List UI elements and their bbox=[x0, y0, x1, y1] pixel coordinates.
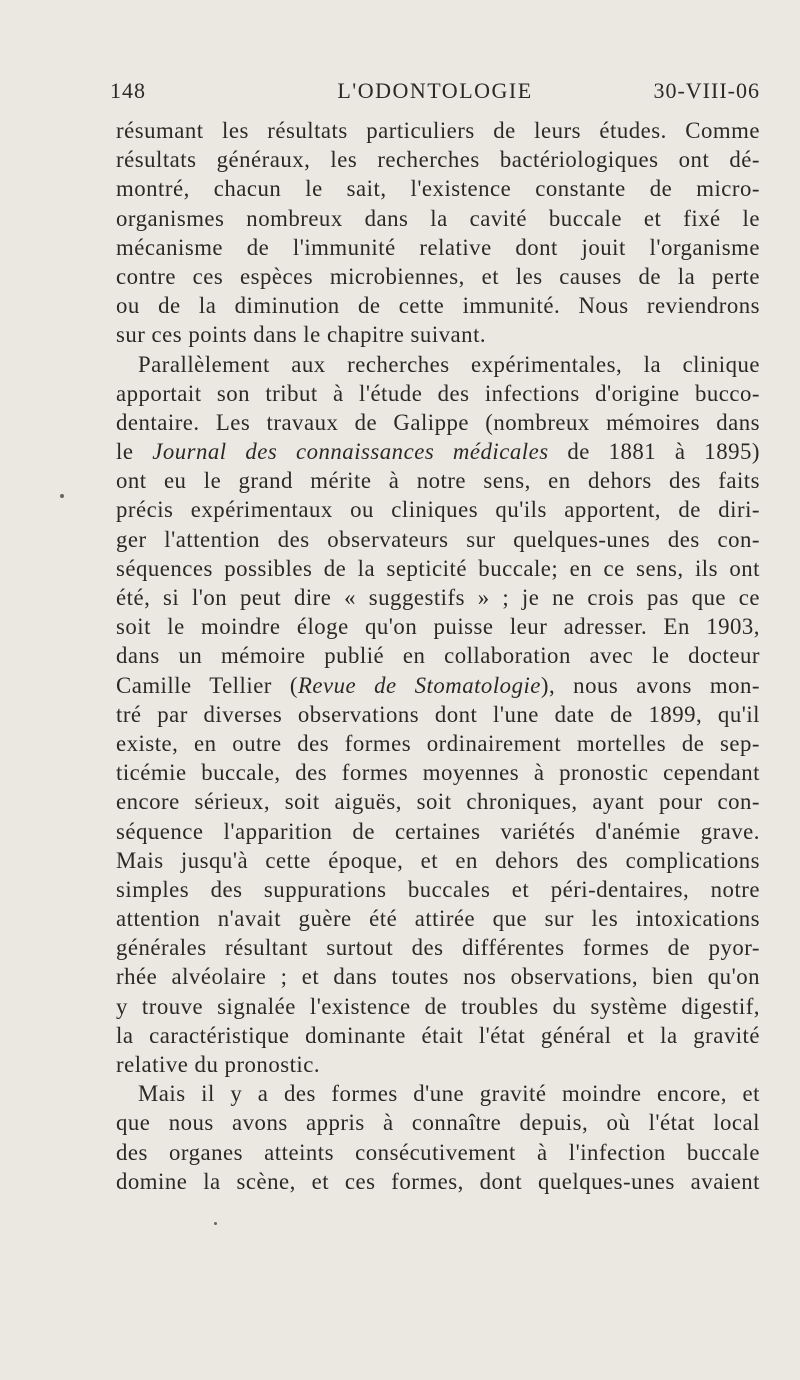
text-line: soit le moindre éloge qu'on puisse leur adresser. En 1903, bbox=[116, 614, 760, 640]
running-head bbox=[110, 78, 760, 110]
text-line: apportait son tribut à l'étude des infections d'origine bucco- bbox=[116, 380, 760, 406]
text-line: organismes nombreux dans la cavité buccale et fixé le bbox=[116, 205, 760, 231]
text-line: y trouve signalée l'existence de troubles du système digestif, bbox=[116, 993, 760, 1019]
text-line: Mais jusqu'à cette époque, et en dehors des complications bbox=[116, 847, 760, 873]
text-line: la caractéristique dominante était l'état général et la gravité bbox=[116, 1022, 760, 1048]
text-line: générales résultant surtout des différentes formes de pyor- bbox=[116, 935, 760, 961]
text-line: sur ces points dans le chapitre suivant. bbox=[116, 322, 487, 348]
text-line: ticémie buccale, des formes moyennes à pronostic cependant bbox=[116, 760, 760, 786]
text-line: domine la scène, et ces formes, dont quelques-unes avaient bbox=[116, 1168, 760, 1194]
text-line: tré par diverses observations dont l'une date de 1899, qu'il bbox=[116, 701, 760, 727]
text-line: Parallèlement aux recherches expérimentales, la clinique bbox=[138, 351, 760, 377]
text-line: encore sérieux, soit aiguës, soit chroniques, ayant pour con- bbox=[116, 789, 760, 815]
text-line: mécanisme de l'immunité relative dont jouit l'organisme bbox=[116, 234, 760, 260]
journal-title: L'ODONTOLOGIE bbox=[337, 78, 533, 103]
paper-speck bbox=[60, 494, 64, 498]
text-line: résumant les résultats particuliers de leurs études. Comme bbox=[116, 118, 760, 143]
text-segment: Camille Tellier ( bbox=[116, 672, 298, 698]
paper-speck bbox=[214, 1222, 217, 1225]
text-segment: de 1881 à 1895) bbox=[548, 439, 760, 465]
text-segment: le bbox=[116, 439, 153, 465]
italic-title: Journal des connaissances médicales bbox=[152, 439, 549, 465]
text-line bbox=[116, 437, 760, 466]
text-line: ont eu le grand mérite à notre sens, en dehors des faits bbox=[116, 468, 760, 494]
text-line: dans un mémoire publié en collaboration avec le docteur bbox=[116, 643, 760, 669]
text-line: séquences possibles de la septicité buccale; en ce sens, ils ont bbox=[116, 555, 760, 581]
text-line: Mais il y a des formes d'une gravité moindre encore, et bbox=[138, 1081, 760, 1107]
text-line: ger l'attention des observateurs sur quelques-unes des con- bbox=[116, 526, 760, 552]
body-text bbox=[116, 116, 760, 1196]
text-segment: ), nous avons mon- bbox=[540, 672, 761, 698]
text-line: été, si l'on peut dire « suggestifs » ; je ne crois pas que ce bbox=[116, 585, 760, 610]
text-line: précis expérimentaux ou cliniques qu'ils apportent, de diri- bbox=[116, 497, 760, 523]
text-line: que nous avons appris à connaître depuis, où l'état local bbox=[116, 1110, 760, 1136]
text-line: ou de la diminution de cette immunité. Nous reviendrons bbox=[116, 293, 760, 319]
page-number: 148 bbox=[110, 78, 146, 103]
text-line: relative du pronostic. bbox=[116, 1052, 321, 1077]
text-line: des organes atteints consécutivement à l'infection buccale bbox=[116, 1139, 760, 1165]
text-line: contre ces espèces microbiennes, et les causes de la perte bbox=[116, 263, 760, 289]
italic-title: Revue de Stomatologie bbox=[297, 672, 541, 698]
text-line: rhée alvéolaire ; et dans toutes nos observations, bien qu'on bbox=[116, 964, 760, 990]
text-line bbox=[116, 671, 760, 700]
text-line: existe, en outre des formes ordinairement mortelles de sep- bbox=[116, 730, 760, 756]
text-line: simples des suppurations buccales et péri-dentaires, notre bbox=[116, 876, 760, 902]
text-line: résultats généraux, les recherches bactériologiques ont dé- bbox=[116, 147, 760, 173]
issue-date: 30-VIII-06 bbox=[653, 78, 760, 103]
text-line: attention n'avait guère été attirée que sur les intoxications bbox=[116, 906, 760, 932]
text-line: montré, chacun le sait, l'existence constante de micro- bbox=[116, 176, 760, 202]
text-line: dentaire. Les travaux de Galippe (nombreux mémoires dans bbox=[116, 409, 760, 435]
text-line: séquence l'apparition de certaines variétés d'anémie grave. bbox=[116, 818, 760, 844]
